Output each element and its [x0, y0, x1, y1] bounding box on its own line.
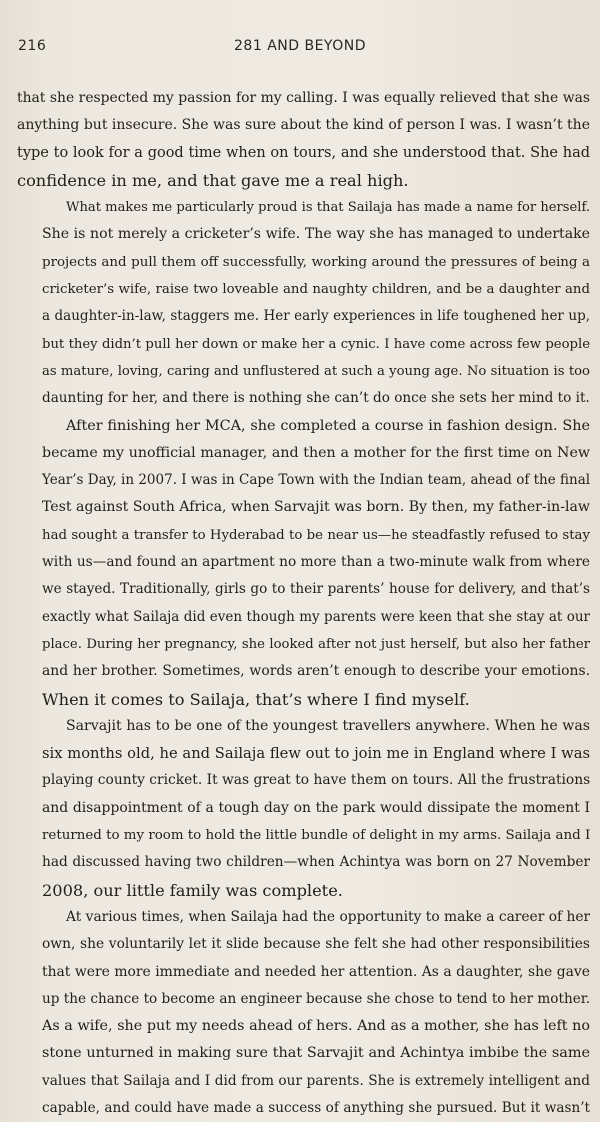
body-text — [17, 85, 590, 1122]
text-line: that were more immediate and needed her attention. As a daughter, she gave — [42, 963, 590, 980]
text-line: cricketer’s wife, raise two loveable and naughty children, and be a daughter and — [42, 282, 590, 298]
text-line: As a wife, she put my needs ahead of hers. And as a mother, she has left no — [42, 1018, 590, 1035]
text-line: Sarvajit has to be one of the youngest travellers anywhere. When he was — [66, 717, 590, 734]
text-line: had sought a transfer to Hyderabad to be near us—he steadfastly refused to stay — [42, 527, 590, 543]
running-header — [18, 38, 582, 58]
text-line: At various times, when Sailaja had the opportunity to make a career of her — [66, 908, 590, 925]
text-line: and disappointment of a tough day on the park would dissipate the moment I — [42, 799, 590, 816]
text-line: type to look for a good time when on tours, and she understood that. She had — [17, 144, 590, 161]
text-line: returned to my room to hold the little bundle of delight in my arms. Sailaja and I — [42, 828, 590, 844]
text-line: playing county cricket. It was great to have them on tours. All the frustrations — [42, 772, 590, 789]
text-line: projects and pull them off successfully, working around the pressures of being a — [42, 254, 590, 270]
text-line: exactly what Sailaja did even though my parents were keen that she stay at our — [42, 608, 590, 625]
paragraph-5 — [17, 904, 590, 1122]
text-line: had discussed having two children—when Achintya was born on 27 November — [42, 854, 590, 871]
text-line: What makes me particularly proud is that Sailaja has made a name for herself. — [66, 200, 590, 216]
paragraph-1 — [17, 85, 590, 194]
text-line: and her brother. Sometimes, words aren’t enough to describe your emotions. — [42, 663, 590, 680]
text-line: confidence in me, and that gave me a real high. — [17, 170, 409, 190]
book-title: 281 AND BEYOND — [234, 38, 366, 54]
text-line: six months old, he and Sailaja flew out to join me in England where I was — [42, 745, 590, 763]
text-line: After finishing her MCA, she completed a course in fashion design. She — [66, 417, 590, 434]
text-line: but they didn’t pull her down or make her a cynic. I have come across few people — [42, 336, 590, 352]
text-line: Year’s Day, in 2007. I was in Cape Town with the Indian team, ahead of the final — [42, 472, 590, 489]
paragraph-4 — [17, 713, 590, 904]
text-line: became my unofficial manager, and then a mother for the first time on New — [42, 444, 590, 461]
text-line: we stayed. Traditionally, girls go to their parents’ house for delivery, and that’s — [42, 581, 590, 598]
text-line: She is not merely a cricketer’s wife. The way she has managed to undertake — [42, 226, 590, 243]
text-line: as mature, loving, caring and unflustered at such a young age. No situation is too — [42, 363, 590, 379]
text-line: anything but insecure. She was sure about the kind of person I was. I wasn’t the — [17, 117, 590, 134]
paragraph-2 — [17, 194, 590, 412]
text-line: Test against South Africa, when Sarvajit was born. By then, my father-in-law — [42, 499, 590, 516]
text-line: When it comes to Sailaja, that’s where I find myself. — [42, 689, 470, 709]
text-line: stone unturned in making sure that Sarvajit and Achintya imbibe the same — [42, 1045, 590, 1062]
text-line: own, she voluntarily let it slide because she felt she had other responsibilities — [42, 936, 590, 953]
text-line: values that Sailaja and I did from our parents. She is extremely intelligent and — [42, 1072, 590, 1089]
text-line: 2008, our little family was complete. — [42, 880, 343, 900]
page-number: 216 — [18, 38, 47, 54]
text-line: with us—and found an apartment no more than a two-minute walk from where — [42, 554, 590, 571]
text-line: place. During her pregnancy, she looked after not just herself, but also her father — [42, 636, 590, 652]
text-line: up the chance to become an engineer because she chose to tend to her mother. — [42, 990, 590, 1007]
text-line: a daughter-in-law, staggers me. Her early experiences in life toughened her up, — [42, 308, 590, 325]
text-line: capable, and could have made a success of anything she pursued. But it wasn’t — [42, 1099, 590, 1116]
text-line: that she respected my passion for my calling. I was equally relieved that she was — [17, 90, 590, 106]
text-line: daunting for her, and there is nothing she can’t do once she sets her mind to it. — [42, 390, 590, 407]
paragraph-3 — [17, 413, 590, 713]
